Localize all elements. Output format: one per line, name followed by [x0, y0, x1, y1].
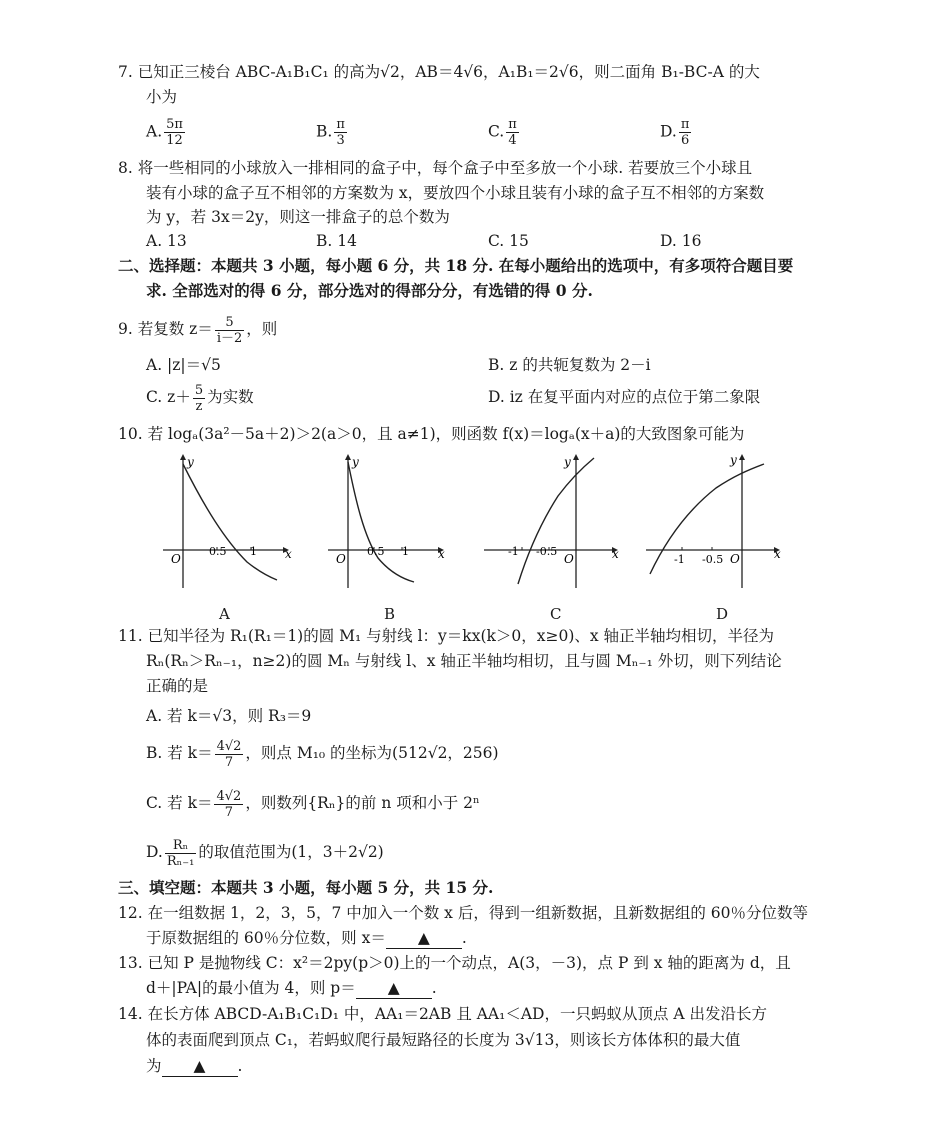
y-label: y [730, 453, 737, 467]
tick-label-minus-0.5: -0.5 [702, 553, 724, 566]
q13-line2-post: . [431, 979, 437, 997]
q13-line1: 13. 已知 P 是抛物线 C：x²＝2py(p＞0)上的一个动点，A(3，－3)，点 P 到 x 轴的距离为 d，且 [118, 954, 791, 972]
q7-line2: 小为 [146, 88, 178, 106]
q14-line2: 体的表面爬到顶点 C₁，若蚂蚁爬行最短路径的长度为 3√13，则该长方体体积的最大值 [146, 1031, 741, 1049]
option-label: D. [660, 122, 677, 141]
q9-optc-post: 为实数 [207, 388, 254, 406]
curve [518, 458, 594, 584]
q11-line3: 正确的是 [146, 677, 209, 695]
origin-label: O [564, 552, 574, 566]
q8-line2: 装有小球的盒子互不相邻的方案数为 x，要放四个小球且装有小球的盒子互不相邻的方案数 [146, 184, 765, 202]
tick-label-1: 1 [250, 545, 257, 558]
origin-label: O [336, 552, 346, 566]
graph-a [155, 452, 295, 592]
q13-line2-pre: d＋|PA|的最小值为 4，则 p＝ [146, 979, 356, 997]
option-label: A. [146, 122, 163, 141]
section2-heading-line1: 二、选择题：本题共 3 小题，每小题 6 分，共 18 分. 在每小题给出的选项中，有多项符合题目要 [118, 256, 794, 275]
frac-den: 3 [336, 133, 345, 148]
graph-b [322, 452, 452, 592]
graph-d [640, 452, 790, 592]
graph-c [478, 452, 628, 592]
answer-blank[interactable]: ▲ [386, 928, 462, 949]
q11-optd-post: 的取值范围为(1，3＋2√2) [198, 843, 384, 861]
q12-line2 [146, 928, 467, 949]
frac-num: Rₙ [165, 838, 197, 854]
frac-num: 5 [194, 382, 204, 398]
frac-den: 6 [680, 133, 690, 148]
q7-line1: 7. 已知正三棱台 ABC-A₁B₁C₁ 的高为√2，AB＝4√6，A₁B₁＝2√6，则二面角 B₁-BC-A 的大 [118, 63, 760, 81]
q14-line3-post: . [237, 1057, 243, 1075]
q11-optc-post: ，则数列{Rₙ}的前 n 项和小于 2ⁿ [245, 794, 480, 812]
origin-label: O [171, 552, 181, 566]
q8-option-a: A. 13 [146, 232, 187, 250]
tick-label-minus-0.5: -0.5 [536, 545, 558, 558]
tick-label-0.5: 0.5 [367, 545, 385, 558]
x-label: x [774, 547, 781, 561]
q8-line1: 8. 将一些相同的小球放入一排相同的盒子中，每个盒子中至多放一个小球. 若要放三个小球且 [118, 159, 753, 177]
q9-prefix: 9. 若复数 z＝ [118, 320, 213, 338]
y-label: y [352, 455, 359, 469]
q8-option-c: C. 15 [488, 232, 529, 250]
q7-option-c [488, 117, 521, 148]
q11-optb-pre: B. 若 k＝ [146, 744, 213, 762]
q8-option-b: B. 14 [316, 232, 357, 250]
q9-option-b: B. z 的共轭复数为 2－i [488, 356, 651, 374]
frac-num: π [680, 117, 690, 132]
x-label: x [285, 547, 292, 561]
graph-c-label: C [550, 605, 562, 623]
frac-num: 5 [215, 315, 244, 331]
frac-num: 5π [166, 117, 183, 132]
q11-option-b [146, 734, 499, 772]
frac-num: 4√2 [216, 788, 242, 804]
option-label: B. [316, 122, 333, 141]
frac-den: z [195, 398, 203, 414]
section2-heading-line2: 求. 全部选对的得 6 分，部分选对的得部分分，有选错的得 0 分. [146, 281, 593, 300]
q12-line1: 12. 在一组数据 1，2，3，5，7 中加入一个数 x 后，得到一组新数据，且新数据组的 60％分位数等 [118, 904, 808, 922]
curve [348, 462, 414, 582]
x-label: x [438, 547, 445, 561]
q13-line2 [146, 978, 437, 999]
y-label: y [564, 455, 571, 469]
tick-label-1: 1 [402, 545, 409, 558]
q14-line3 [146, 1056, 242, 1077]
graph-a-label: A [219, 605, 230, 623]
y-axis-arrow [573, 454, 579, 460]
frac-den: 7 [224, 804, 234, 820]
frac-den: Rₙ₋₁ [166, 853, 195, 869]
q9-option-a: A. |z|＝√5 [146, 356, 221, 374]
q8-option-d: D. 16 [660, 232, 702, 250]
y-axis-arrow [180, 454, 186, 460]
q14-line1: 14. 在长方体 ABCD-A₁B₁C₁D₁ 中，AA₁＝2AB 且 AA₁＜AD，一只蚂蚁从顶点 A 出发沿长方 [118, 1005, 768, 1023]
frac-num: 4√2 [216, 738, 242, 754]
frac-den: 7 [224, 754, 234, 770]
tick-label-0.5: 0.5 [209, 545, 227, 558]
q11-line2: Rₙ(Rₙ＞Rₙ₋₁，n≥2)的圆 Mₙ 与射线 l、x 轴正半轴均相切，且与圆 Mₙ₋₁ 外切，则下列结论 [146, 652, 782, 670]
tick-label-minus-1: -1 [674, 553, 685, 566]
graph-d-label: D [716, 605, 729, 623]
tick-label-minus-1: -1 [508, 545, 519, 558]
q11-option-c [146, 784, 480, 822]
q8-line3: 为 y，若 3x＝2y，则这一排盒子的总个数为 [146, 208, 450, 226]
frac-num: π [336, 117, 345, 132]
q11-optc-pre: C. 若 k＝ [146, 794, 213, 812]
q9-optc-pre: C. z＋ [146, 388, 191, 406]
q11-option-a: A. 若 k＝√3，则 R₃＝9 [146, 707, 312, 725]
q10-stem: 10. 若 logₐ(3a²－5a＋2)＞2(a＞0，且 a≠1)，则函数 f(x)＝logₐ(x＋a)的大致图象可能为 [118, 425, 745, 443]
y-axis-arrow [739, 454, 745, 460]
q12-line2-post: . [461, 929, 467, 947]
y-axis-arrow [345, 454, 351, 460]
q11-option-d [146, 832, 384, 872]
answer-blank[interactable]: ▲ [356, 978, 432, 999]
q9-suffix: ，则 [246, 320, 278, 338]
q12-line2-pre: 于原数据组的 60％分位数，则 x＝ [146, 929, 386, 947]
frac-den: 4 [508, 133, 517, 148]
q14-line3-pre: 为 [146, 1057, 162, 1075]
section3-heading: 三、填空题：本题共 3 小题，每小题 5 分，共 15 分. [118, 878, 494, 897]
q9-option-c [146, 380, 254, 414]
q9-option-d: D. iz 在复平面内对应的点位于第二象限 [488, 388, 761, 406]
q7-option-d [660, 117, 693, 148]
y-label: y [187, 455, 194, 469]
frac-num: π [508, 117, 517, 132]
origin-label: O [730, 552, 740, 566]
q11-optd-pre: D. [146, 843, 163, 861]
option-label: C. [488, 122, 505, 141]
answer-blank[interactable]: ▲ [162, 1056, 238, 1077]
q7-option-b [316, 117, 349, 148]
frac-den: i－2 [216, 330, 243, 346]
q11-optb-post: ，则点 M₁₀ 的坐标为(512√2，256) [245, 744, 499, 762]
graph-b-label: B [384, 605, 396, 623]
frac-den: 12 [166, 133, 183, 148]
curve [183, 464, 277, 580]
q9-stem [118, 312, 277, 346]
x-label: x [612, 547, 619, 561]
q11-line1: 11. 已知半径为 R₁(R₁＝1)的圆 M₁ 与射线 l：y＝kx(k＞0，x≥0)、x 轴正半轴均相切，半径为 [118, 627, 775, 645]
q7-option-a [146, 117, 187, 148]
